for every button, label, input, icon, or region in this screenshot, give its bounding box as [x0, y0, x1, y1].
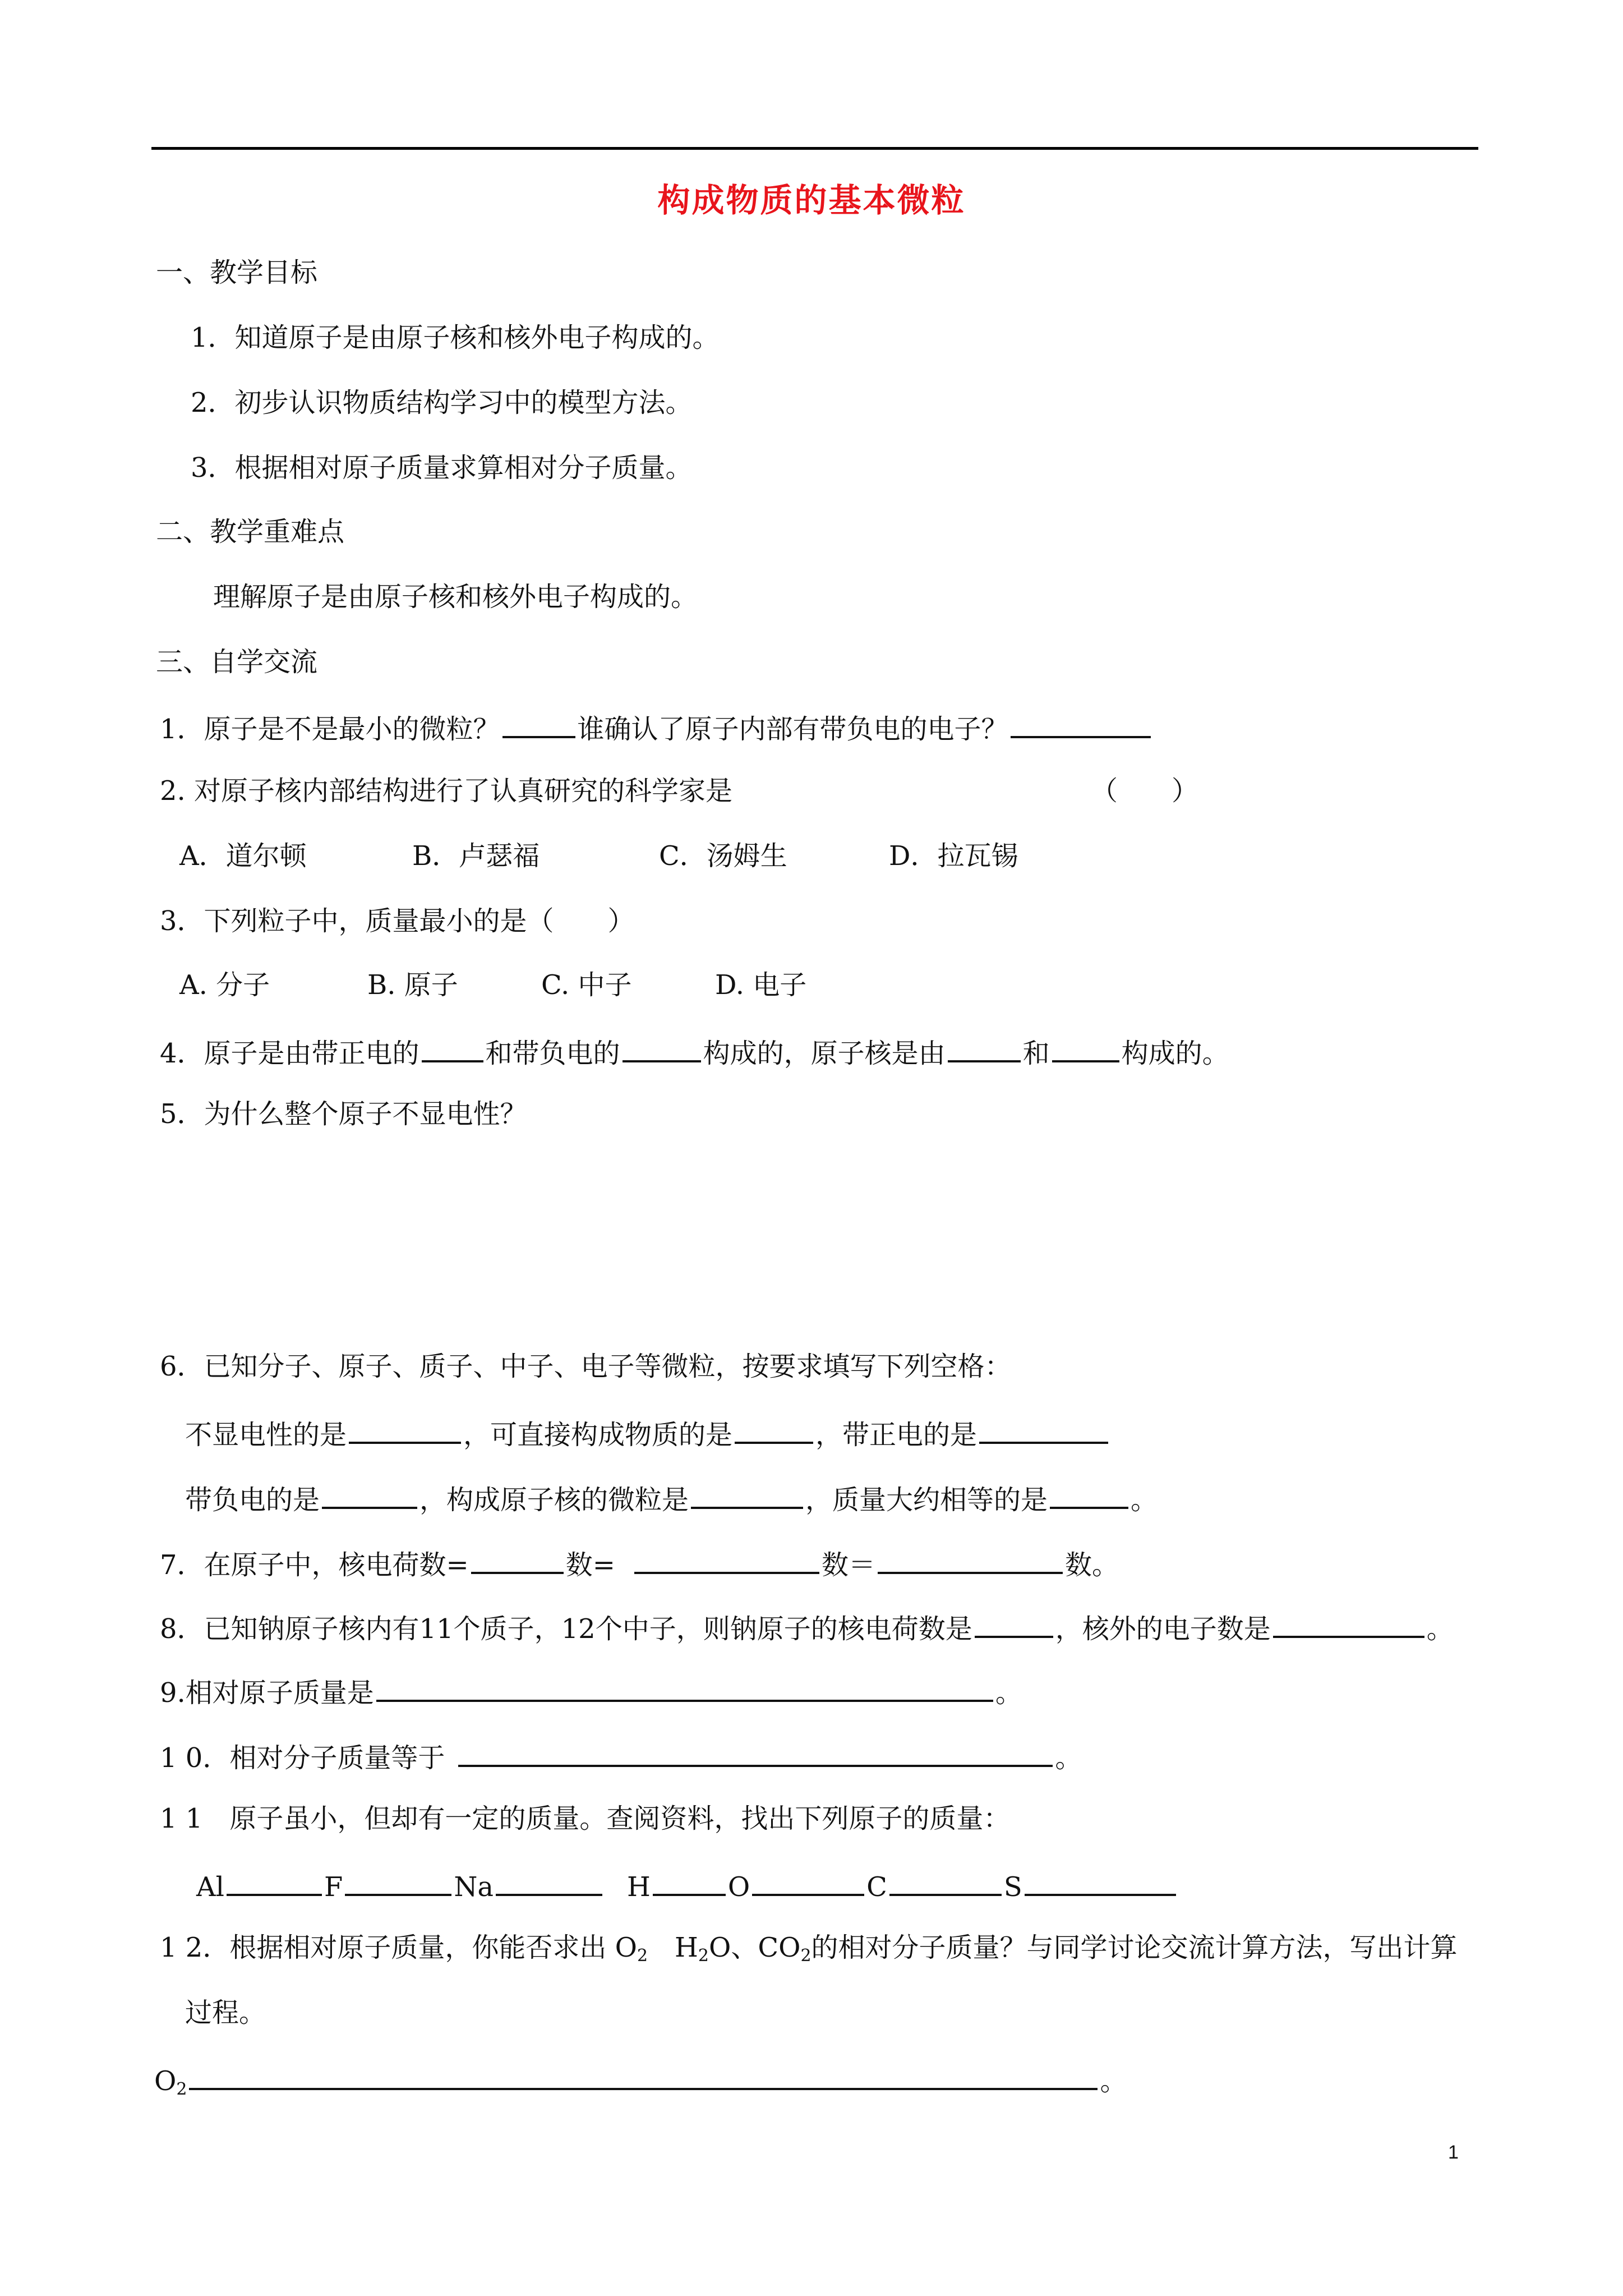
option-a: A．道尔顿 [179, 840, 307, 872]
answer-blank[interactable] [975, 1609, 1053, 1638]
question-6-text: 不显电性的是 [185, 1419, 347, 1451]
question-1-text-a: 1．原子是不是最小的微粒？ [160, 714, 500, 745]
question-12-text: O、CO [709, 1932, 801, 1963]
subscript: 2 [698, 1946, 709, 1966]
question-12-text: 的相对分子质量？与同学讨论交流计算方法，写出计算 [811, 1932, 1458, 1963]
question-6-text: ，构成原子核的微粒是 [419, 1484, 689, 1516]
question-8-text: 。 [1426, 1613, 1454, 1645]
answer-blank[interactable] [1011, 709, 1151, 738]
answer-blank[interactable] [1052, 1033, 1119, 1062]
question-7 [160, 1545, 1119, 1582]
answer-blank[interactable] [376, 1673, 993, 1702]
answer-blank[interactable] [735, 1415, 813, 1444]
option-d: D. 电子 [715, 969, 807, 1001]
question-3-text: 3．下列粒子中，质量最小的是（ ） [160, 905, 635, 937]
question-12-text: 1 2．根据相对原子质量，你能否求出 O [160, 1932, 637, 1963]
question-6-text: ，可直接构成物质的是 [463, 1419, 733, 1451]
goal-item-2: 2．初步认识物质结构学习中的模型方法。 [191, 387, 693, 418]
answer-blank[interactable] [653, 1867, 726, 1896]
option-a: A. 分子 [179, 969, 270, 1001]
option-b: B. 原子 [367, 969, 458, 1001]
answer-blank[interactable] [1273, 1609, 1424, 1638]
answer-blank[interactable] [752, 1867, 864, 1896]
question-6-line-2 [185, 1480, 1158, 1517]
page-number: 1 [1448, 2142, 1459, 2163]
answer-blank[interactable] [189, 2061, 1098, 2090]
question-7-text: 7．在原子中，核电荷数= [160, 1549, 469, 1581]
question-12-text: H [648, 1932, 698, 1963]
section-heading-keypoints: 二、教学重难点 [156, 516, 345, 547]
question-7-text: 数＝ [822, 1549, 876, 1581]
question-6-text: ，带正电的是 [815, 1419, 978, 1451]
question-7-text: 数。 [1065, 1549, 1119, 1581]
question-10-text: 1 0．相对分子质量等于 [160, 1742, 445, 1774]
header-rule [151, 147, 1478, 150]
option-c: C. 中子 [541, 969, 632, 1001]
question-11-atoms [196, 1867, 1178, 1904]
question-11-text: 1 1 原子虽小，但却有一定的质量。查阅资料，找出下列原子的质量： [160, 1803, 1011, 1834]
question-6-text: 带负电的是 [185, 1484, 320, 1516]
answer-o2-line [154, 2061, 1127, 2106]
answer-blank[interactable] [948, 1033, 1021, 1062]
answer-blank[interactable] [878, 1545, 1063, 1574]
question-5-text: 5．为什么整个原子不显电性？ [160, 1098, 527, 1130]
goal-item-1: 1．知道原子是由原子核和核外电子构成的。 [191, 322, 720, 353]
option-b: B．卢瑟福 [412, 840, 540, 872]
answer-blank[interactable] [322, 1480, 417, 1509]
subscript: 2 [637, 1946, 648, 1966]
question-8-text: ，核外的电子数是 [1055, 1613, 1271, 1645]
question-6-text: 6．已知分子、原子、质子、中子、电子等微粒，按要求填写下列空格： [160, 1351, 1012, 1382]
formula-label: O [154, 2065, 177, 2097]
question-4 [160, 1033, 1229, 1070]
question-12-line-2: 过程。 [185, 1997, 266, 2028]
atom-label: Al [196, 1871, 225, 1903]
page-title: 构成物质的基本微粒 [657, 181, 966, 219]
subscript: 2 [800, 1946, 811, 1966]
question-1 [160, 709, 1153, 746]
question-1-text-b: 谁确认了原子内部有带负电的电子？ [577, 714, 1008, 745]
answer-blank[interactable] [1025, 1867, 1176, 1896]
answer-blank[interactable] [502, 709, 575, 738]
subscript: 2 [176, 2079, 187, 2099]
atom-label: O [727, 1871, 750, 1903]
answer-blank[interactable] [623, 1033, 701, 1062]
answer-blank[interactable] [422, 1033, 483, 1062]
question-4-text: 4．原子是由带正电的 [160, 1038, 419, 1069]
question-7-text: 数= [565, 1549, 615, 1581]
question-8-text: 8．已知钠原子核内有11个质子，12个中子，则钠原子的核电荷数是 [160, 1613, 972, 1645]
question-6-text: ，质量大约相等的是 [805, 1484, 1048, 1516]
question-4-text: 和带负电的 [485, 1038, 620, 1069]
question-12 [160, 1931, 1458, 1973]
section-heading-goals: 一、教学目标 [156, 257, 318, 288]
answer-blank[interactable] [227, 1867, 322, 1896]
question-4-text: 构成的，原子核是由 [703, 1038, 946, 1069]
question-4-text: 构成的。 [1121, 1038, 1229, 1069]
answer-blank[interactable] [471, 1545, 564, 1574]
atom-label: H [626, 1871, 651, 1903]
answer-blank[interactable] [349, 1415, 461, 1444]
question-9-text: 。 [995, 1677, 1022, 1709]
keypoint-text: 理解原子是由原子核和核外电子构成的。 [213, 581, 698, 613]
section-heading-selfstudy: 三、自学交流 [156, 646, 318, 678]
answer-blank[interactable] [1050, 1480, 1128, 1509]
question-9 [160, 1673, 1022, 1710]
answer-blank[interactable] [889, 1867, 1002, 1896]
answer-blank[interactable] [345, 1867, 451, 1896]
question-10 [160, 1738, 1082, 1775]
atom-label: F [324, 1871, 343, 1903]
option-c: C．汤姆生 [659, 840, 787, 872]
question-8 [160, 1609, 1454, 1646]
answer-blank[interactable] [634, 1545, 819, 1574]
atom-label: S [1003, 1871, 1022, 1903]
answer-parentheses[interactable]: （ ） [1091, 775, 1199, 807]
answer-blank[interactable] [496, 1867, 602, 1896]
question-4-text: 和 [1022, 1038, 1050, 1069]
question-9-text: 9.相对原子质量是 [160, 1677, 374, 1709]
question-10-text: 。 [1055, 1742, 1082, 1774]
question-6-line-1 [185, 1415, 1110, 1452]
option-d: D．拉瓦锡 [889, 840, 1018, 872]
answer-blank[interactable] [458, 1738, 1053, 1767]
question-6-text: 。 [1131, 1484, 1158, 1516]
atom-label: Na [454, 1871, 494, 1903]
question-2-text: 2. 对原子核内部结构进行了认真研究的科学家是 [160, 775, 733, 807]
answer-blank[interactable] [691, 1480, 803, 1509]
answer-blank[interactable] [979, 1415, 1108, 1444]
goal-item-3: 3．根据相对原子质量求算相对分子质量。 [191, 452, 693, 484]
answer-o2-end: 。 [1100, 2065, 1127, 2097]
atom-label: C [866, 1871, 887, 1903]
